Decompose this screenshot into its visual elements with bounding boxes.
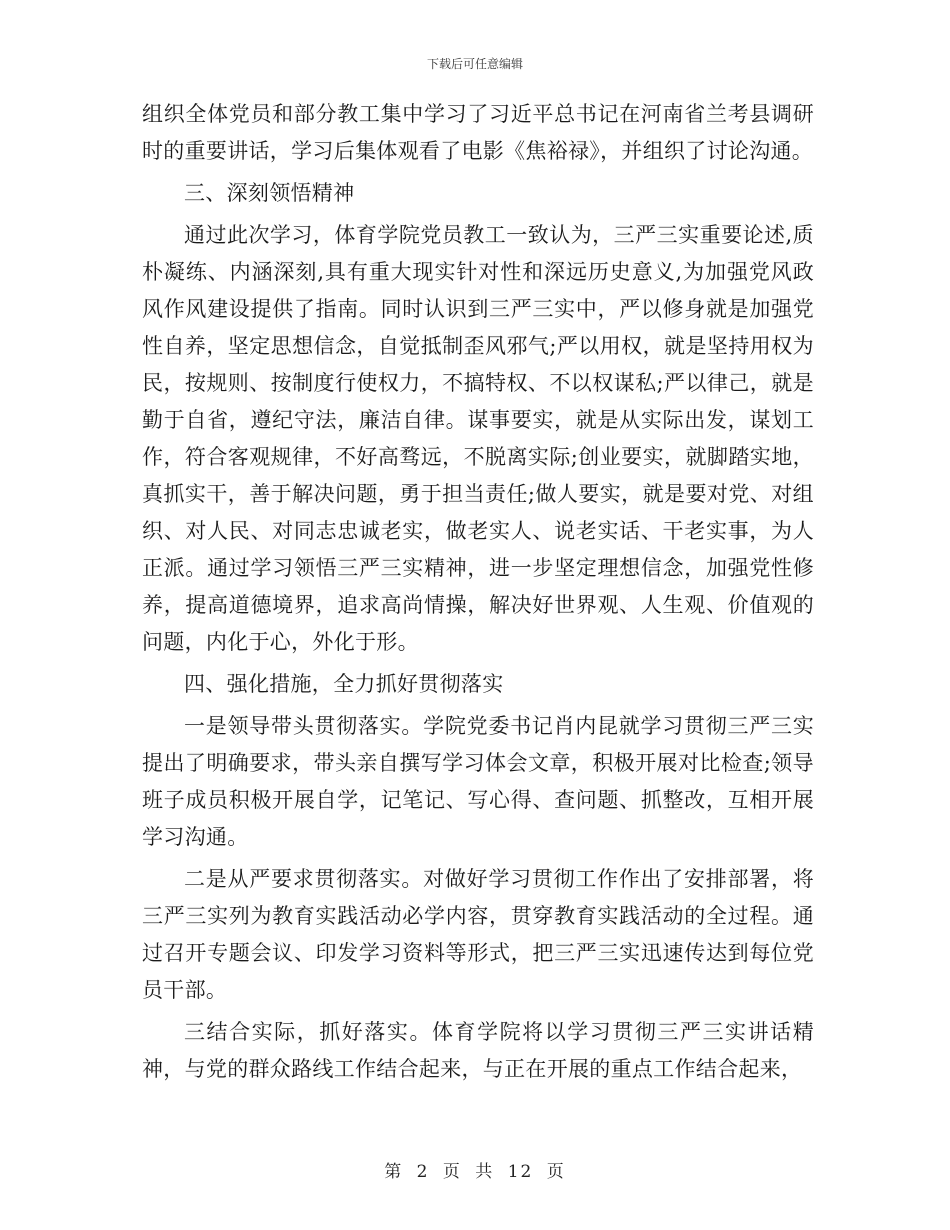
paragraph-understanding: 通过此次学习，体育学院党员教工一致认为，三严三实重要论述,质朴凝练、内涵深刻,具有重大现实针对性和深远历史意义,为加强党风政风作风建设提供了指南。同时认识到三严三实中，严以修身就是加强党性自养，坚定思想信念，自觉抵制歪风邪气;严以用权，就是坚持用权为民，按规则、按制度行使权力，不搞特权、不以权谋私;严以律己，就是勤于自省，遵纪守法，廉洁自律。谋事要实，就是从实际出发，谋划工作，符合客观规律，不好高骛远，不脱离实际;创业要实，就脚踏实地，真抓实干，善于解决问题，勇于担当责任;做人要实，就是要对党、对组织、对人民、对同志忠诚老实，做老实人、说老实话、干老实事，为人正派。通过学习领悟三严三实精神，进一步坚定理想信念，加强党性修养，提高道德境界，追求高尚情操，解决好世界观、人生观、价值观的问题，内化于心，外化于形。 bbox=[142, 223, 814, 654]
paragraph-continuation: 组织全体党员和部分教工集中学习了习近平总书记在河南省兰考县调研时的重要讲话，学习后集体观看了电影《焦裕禄》，并组织了讨论沟通。 bbox=[142, 102, 814, 163]
document-body bbox=[142, 96, 814, 1093]
paragraph-leadership: 一是领导带头贯彻落实。学院党委书记肖内昆就学习贯彻三严三实提出了明确要求，带头亲自撰写学习体会文章，积极开展对比检查;领导班子成员积极开展自学，记笔记、写心得、查问题、抓整改，互相开展学习沟通。 bbox=[142, 714, 814, 849]
section-heading-3: 三、深刻领悟精神 bbox=[184, 181, 355, 205]
page-number: 第 2 页 共 12 页 bbox=[384, 1162, 566, 1182]
page-header: 下载后可任意编辑 bbox=[426, 57, 523, 71]
paragraph-combine-practice: 三结合实际，抓好落实。体育学院将以学习贯彻三严三实讲话精神，与党的群众路线工作结合起来，与正在开展的重点工作结合起来， bbox=[142, 1020, 814, 1081]
section-heading-4: 四、强化措施，全力抓好贯彻落实 bbox=[184, 672, 504, 696]
paragraph-strict-requirements: 二是从严要求贯彻落实。对做好学习贯彻工作作出了安排部署，将三严三实列为教育实践活动必学内容，贯穿教育实践活动的全过程。通过召开专题会议、印发学习资料等形式，把三严三实迅速传达到每位党员干部。 bbox=[142, 867, 814, 1002]
